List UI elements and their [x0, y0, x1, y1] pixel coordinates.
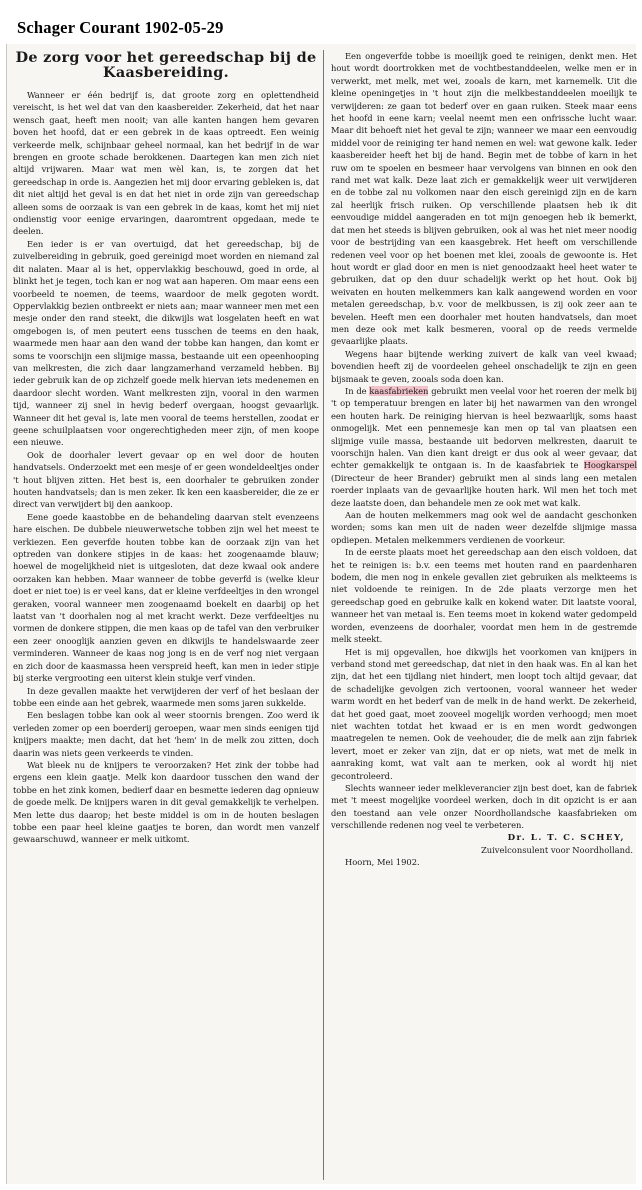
paragraph: In de eerste plaats moet het gereedschap aan den eisch voldoen, dat het te reinigen is: b.v. een teems met houten rand en paardenharen bodem, die men nog in enkele gevallen ziet gebruiken als melkteems is niet voldoende te reinigen. In de 2de plaats verzorge men het gereedschap goed en gebruike kalk en kokend water. Dit laatste vooral, wanneer het van metaal is. Een teems moet in kokend water gedompeld worden, evenzeens de doorhaler, voordat men hem in de gestremde melk steekt. — [331, 547, 637, 645]
paragraph: Eene goede kaastobbe en de behandeling daarvan stelt evenzeens hare eischen. De dubbele nieuwerwetsche tobben zijn wel het meest te verkiezen. Een geverfde houten tobbe kan de oorzaak zijn van het optreden van donkere stipjes in de kaas: het zoogenaamde blauw; hoewel de mogelijkheid niet is uitgesloten, dat deze kwaal ook andere oorzaken kan hebben. Maar wanneer de tobbe geverfd is (welke kleur doet er niet toe) is er veel kans, dat er kleine verfdeeltjes in den wrongel geraken, vooral wanneer men zoogenaamd boekelt en daarbij op het laatst van 't doorhalen nog al met kracht werkt. Deze verfdeeltjes nu vormen de donkere stippen, die men kaas op de tafel van den verbruiker een zeer onooglijk aanzien geven en dikwijls te handelswaarde zeer verminderen. Wanneer de kaas nog jong is en de verf nog niet vergaan en zich door de kaasmassa heen verspreid heeft, kan men in ieder stipje bij sterke vergrooting een uiterst klein stukje verf vinden. — [13, 511, 319, 684]
highlighted-term: Hoogkarspel — [583, 460, 637, 471]
paragraph: Het is mij opgevallen, hoe dikwijls het voorkomen van knijpers in verband stond met gereedschap, dat niet in den haak was. En al kan het zijn, dat het een tijdlang niet hindert, men loopt toch altijd gevaar, dat de schadelijke gevolgen zich vertoonen, vooral wanneer het weder warm wordt en het bederf van de melk in de hand werkt. De zekerheid, dat het goed gaat, moet zooveel mogelijk worden verhoogd; men moet niet wachten totdat het kwaad er is en men wordt gedwongen maatregelen te nemen. Ook de veehouder, die de melk aan zijn fabriek levert, moet er zeker van zijn, dat er op niets, wat met de melk in aanraking komt, wat valt aan te merken, ook al wordt hij niet gecontroleerd. — [331, 646, 637, 781]
highlighted-term: kaasfabrieken — [369, 385, 429, 396]
article-headline: De zorg voor het gereedschap bij de Kaasbereiding. — [15, 49, 317, 81]
paragraph: Slechts wanneer ieder melkleverancier zijn best doet, kan de fabriek met 't meest mogelijke voordeel werken, doch in dit opzicht is er aan den toestand aan vele onzer Noordhollandsche kaasfabrieken om verschillende redenen nog veel te verbeteren. — [331, 782, 637, 831]
paragraph: Wegens haar bijtende werking zuivert de kalk van veel kwaad; bovendien heeft zij de voordeelen geheel onschadelijk te zijn en geen bijsmaak te geven, zooals soda doen kan. — [331, 348, 637, 384]
text-run: gebruikt men veelal voor het roeren der melk bij 't op temperatuur brengen en later bij het nawarmen van den wrongel een houten hark. De reiniging hiervan is heel bezwaarlijk, soms haast onmogelijk. Met een pennemesje kan men op tal van plaatsen een slijmige vuile massa, bestaande uit bedorven melkresten, daaruit te voorschijn halen. Van dien kant dreigt er dus ook al weer gevaar, dat echter gemakkelijk te ontgaan is. In de kaasfabriek te — [331, 385, 637, 471]
signature-name: Dr. L. T. C. SCHEY, — [507, 832, 625, 843]
paragraph: Wat bleek nu de knijpers te veroorzaken? Het zink der tobbe had ergens een klein gaatje. Melk kon daardoor tusschen den wand der tobbe en het zink komen, bedierf daar en besmette iederen dag opnieuw de goede melk. De knijpers waren in dit geval gemakkelijk te verhelpen. Men lette dus daarop; het beste middel is om in de houten beslagen tobbe een paar heel kleine gaatjes te boren, dan wordt men vanzelf gewaarschuwd, wanneer er melk uitkomt. — [13, 759, 319, 845]
masthead-title: Schager Courant 1902-05-29 — [17, 18, 224, 37]
paragraph: Aan de houten melkemmers mag ook wel de aandacht geschonken worden; soms kan men uit de naden weer dezelfde slijmige massa opdiepen. Metalen melkemmers verdienen de voorkeur. — [331, 510, 637, 545]
paragraph: Een ieder is er van overtuigd, dat het gereedschap, bij de zuivelbereiding in gebruik, goed gereinigd moet worden en niemand zal dit nalaten. Maar al is het, oppervlakkig beschouwd, goed in orde, al blinkt het je tegen, toch kan er nog wat aan haperen. Om maar eens een voorbeeld te noemen, de teems, waardoor de melk gegoten wordt. Oppervlakkig bezien ontbreekt er niets aan; maar wanneer men met een mesje onder den rand steekt, die dikwijls wat losgelaten heeft en wat omgebogen is, of men peutert eens tusschen de teems en den haak, waarmede men haar aan den wand der tobbe kan hangen, dan komt er soms te voorschijn een slijmige massa, bestaande uit een opeenhooping van melkresten, die zich daar langzamerhand verzameld hebben. Bij ieder gebruik kan de op zichzelf goede melk hiervan iets medenemen en daardoor slecht worden. Want melkresten zijn, vooral in den warmen tijd, wanneer zij snel in hevig bederf overgaan, hoogst gevaarlijk. Wanneer dit het geval is, late men vooral de teems herstellen, zoodat er geene schuilplaatsen voor ongerechtigheden meer zijn, of men koope een nieuwe. — [13, 238, 319, 448]
paragraph: In deze gevallen maakte het verwijderen der verf of het beslaan der tobbe een einde aan het gebrek, waarmede men soms jaren sukkelde. — [13, 685, 319, 708]
paragraph-factory — [331, 385, 637, 509]
paragraph: Ook de doorhaler levert gevaar op en wel door de houten handvatsels. Onderzoekt met een mesje of er geen wondeldeeltjes onder 't hout blijven zitten. Het best is, een doorhaler te gebruiken zonder houten handvatsels; dan is men zeker. Ik ken een kaasbereider, die ze er direct van verwijdert bij den aankoop. — [13, 449, 319, 510]
signature-title: Zuivelconsulent voor Noordholland. — [480, 845, 633, 855]
article-column-left — [13, 50, 319, 846]
article-column-right — [331, 50, 637, 869]
paragraph: Een beslagen tobbe kan ook al weer stoornis brengen. Zoo werd ik verleden zomer op een boerderij geroepen, waar men sinds eenigen tijd knijpers maakte; men dacht, dat het 'hem' in de melk zou zitten, doch daarin was niets geen verkeerds te vinden. — [13, 710, 319, 758]
signature-place-date: Hoorn, Mei 1902. — [345, 857, 420, 868]
text-run: (Directeur de heer Brander) gebruikt men al sinds lang een metalen roerder inplaats van de gevaarlijke houten hark. Wil men het toch met deze laatste doen, dan behandele men ze ook met wat kalk. — [331, 472, 637, 508]
paragraph: Een ongeverfde tobbe is moeilijk goed te reinigen, denkt men. Het hout wordt doortrokken met de vochtbestanddeelen, welke men er in verwerkt, met melk, met wei, zooals de karn, met karnemelk. Uit die kleine openingetjes in 't hout zijn die melkbestanddeelen moeilijk te verwijderen: ze gaan tot bederf over en gaan ruiken. Steek maar eens het hoofd in eene karn; veelal neemt men een onfrissche lucht waar. Maar dit behoeft niet het geval te zijn; wanneer we maar een eenvoudig middel voor de reiniging ter hand nemen en wel: wat gewone kalk. Ieder kaasbereider heeft het bij de hand. Begin met de tobbe of karn in het ruw om te spoelen en besmeer haar vervolgens van binnen en ook den rand met wat kalk. Deze laat zich er gemakkelijk weer uit verwijderen en de tobbe zal nu volkomen naar den eisch gereinigd zijn en de karn zal heerlijk frisch ruiken. Op verschillende plaatsen heb ik dit eenvoudige middel aangeraden en tot mijn genoegen heb ik bemerkt, dat men het steeds is blijven gebruiken, ook al was het niet meer noodig voor de bestrijding van een kaasgebrek. Het heeft om verschillende redenen veel voor op het boenen met klei, zooals de gewoonte is. Het hout wordt er glad door en men is niet genoodzaakt heel heet water te gebruiken, dat op den duur schadelijk werkt op het hout. Ook bij weivaten en houten melkemmers kan kalk aangewend worden en voor metalen gereedschap, b.v. voor de melkbussen, is zij ook zeer aan te bevelen. Heeft men een doorhaler met houten handvatsels, dan moet men deze ook met kalk besmeren, vooral op de reeds vermelde gevaarlijke plaats. — [331, 51, 637, 347]
paragraph: Wanneer er één bedrijf is, dat groote zorg en oplettendheid vereischt, is het wel dat van den kaasbereider. Zekerheid, dat het naar wensch gaat, heeft men nooit; van alle kanten hangen hem gevaren boven het hoofd, dat er een gebrek in de kaas optreedt. Een weinig verkeerde melk, schijnbaar geheel normaal, kan het bedrijf in de war brengen en groote schade berokkenen. Daartegen kan men zich niet altijd vrijwaren. Maar wat men wèl kan, is, te zorgen dat het gereedschap in orde is. Aangezien het mij door ervaring gebleken is, dat dit niet altijd het geval is en dat het niet in orde zijn van gereedschap alleen soms de oorzaak is van een gebrek in de kaas, komt het mij niet ondienstig voor eenige ervaringen, daaromtrent opgedaan, mede te deelen. — [13, 90, 319, 237]
column-divider — [323, 50, 324, 1180]
newspaper-clipping — [6, 44, 636, 1184]
text-run: In de — [345, 385, 370, 396]
